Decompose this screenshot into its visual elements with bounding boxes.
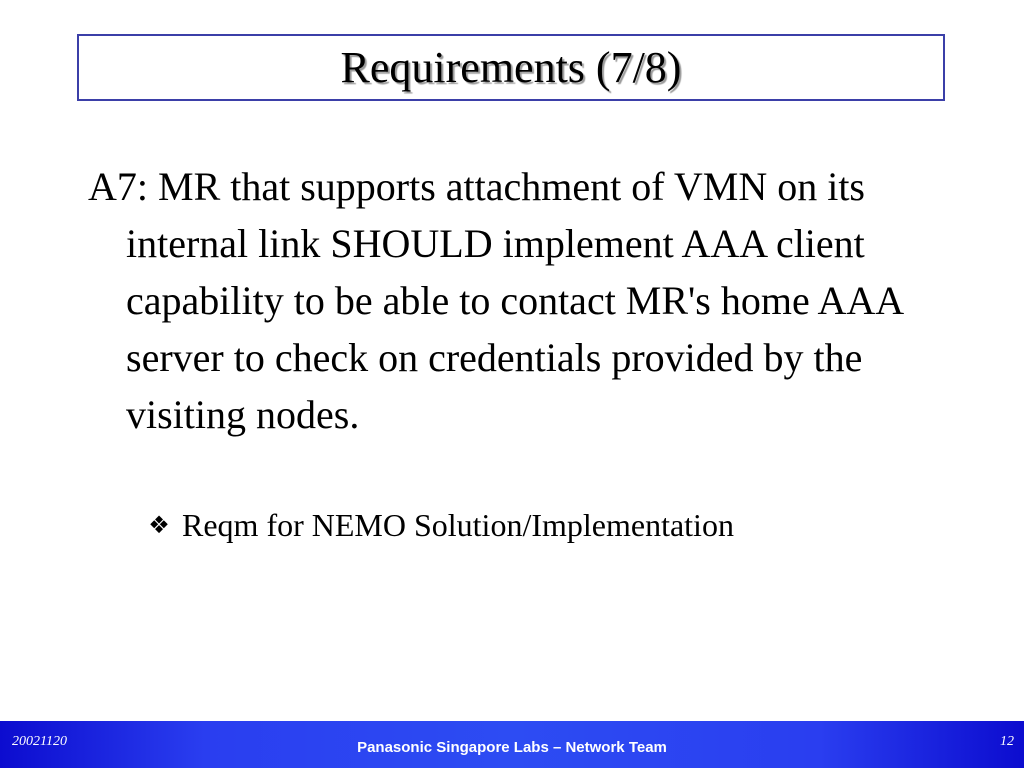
sub-bullet xyxy=(146,503,734,547)
sub-bullet-text: Reqm for NEMO Solution/Implementation xyxy=(182,507,734,543)
slide-title: Requirements (7/8) xyxy=(340,42,682,92)
title-box xyxy=(77,34,945,101)
footer-date: 20021120 xyxy=(12,734,67,749)
page-number: 12 xyxy=(1000,734,1014,749)
requirement-text: A7: MR that supports attachment of VMN on its internal link SHOULD implement AAA client capability to be able to contact MR's home AAA server to check on credentials provided by the visiting nodes. xyxy=(88,164,902,437)
footer-bar xyxy=(0,721,1024,768)
footer-organization: Panasonic Singapore Labs – Network Team xyxy=(357,739,667,756)
diamond-bullet-icon: ❖ xyxy=(148,511,170,539)
